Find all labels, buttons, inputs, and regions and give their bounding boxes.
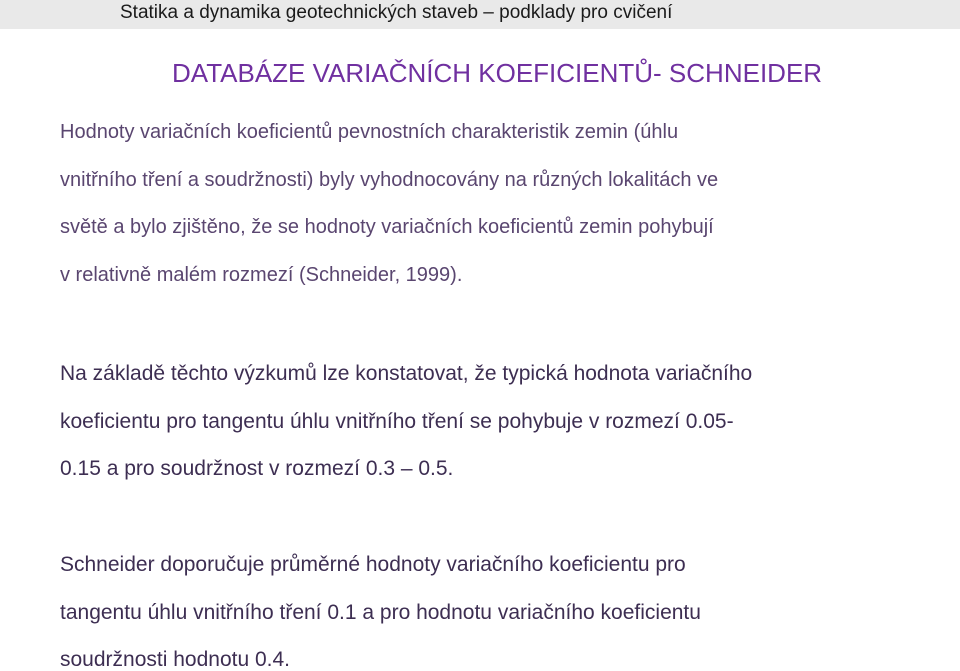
- header-text: Statika a dynamika geotechnických staveb – podklady pro cvičení: [120, 2, 673, 23]
- paragraph-line: soudržnosti hodnotu 0.4.: [60, 648, 290, 671]
- paragraph-line: vnitřního tření a soudržnosti) byly vyhodnocovány na různých lokalitách ve: [60, 168, 719, 191]
- paragraph-line: v relativně malém rozmezí (Schneider, 1999).: [60, 263, 463, 286]
- paragraph-intro: [60, 115, 900, 305]
- paragraph-line: tangentu úhlu vnitřního tření 0.1 a pro hodnotu variačního koeficientu: [60, 600, 701, 624]
- paragraph-recommendation: [60, 548, 701, 671]
- paragraph-line: koeficientu pro tangentu úhlu vnitřního tření se pohybuje v rozmezí 0.05-: [60, 409, 734, 433]
- paragraph-line: Na základě těchto výzkumů lze konstatovat, že typická hodnota variačního: [60, 362, 753, 385]
- paragraph-line: Hodnoty variačních koeficientů pevnostních charakteristik zemin (úhlu: [60, 121, 679, 143]
- paragraph-line: světě a bylo zjištěno, že se hodnoty variačních koeficientů zemin pohybují: [60, 216, 714, 238]
- header-bar: [0, 0, 960, 29]
- paragraph-typical-values: [60, 357, 752, 500]
- slide-title: DATABÁZE VARIAČNÍCH KOEFICIENTŮ- SCHNEIDER: [172, 58, 823, 88]
- paragraph-line: 0.15 a pro soudržnost v rozmezí 0.3 – 0.5.: [60, 457, 454, 480]
- paragraph-line: Schneider doporučuje průměrné hodnoty variačního koeficientu pro: [60, 553, 686, 576]
